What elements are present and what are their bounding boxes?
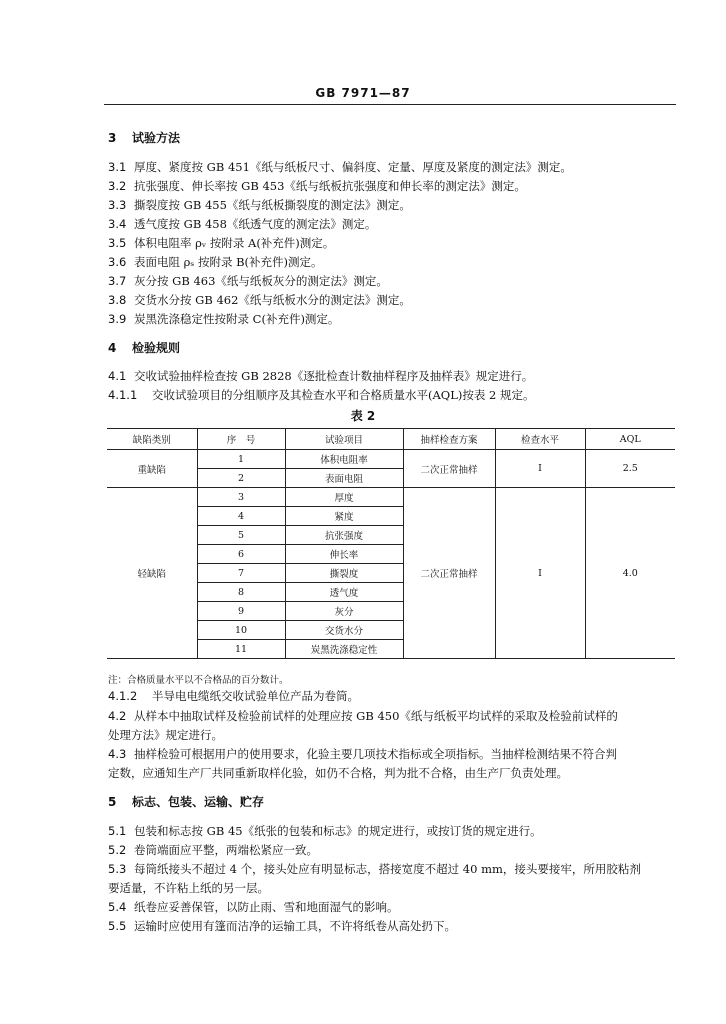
aql-minor: 4.0: [585, 488, 675, 659]
row-number: 3: [197, 488, 285, 507]
header-cell: 检查水平: [495, 429, 585, 450]
table-row: [107, 488, 675, 507]
clause-text: 包装和标志按 GB 45《纸张的包装和标志》的规定进行，或按订货的规定进行。: [134, 824, 542, 838]
clause-number: 3.2: [108, 179, 127, 193]
header-cell: 抽样检查方案: [403, 429, 495, 450]
row-number: 7: [197, 564, 285, 583]
clause-4-2: [108, 709, 673, 723]
test-item: 灰分: [285, 602, 403, 621]
clause-text: 交收试验抽样检查按 GB 2828《逐批检查计数抽样程序及抽样表》规定进行。: [134, 369, 534, 383]
test-item: 炭黑洗涤稳定性: [285, 640, 403, 659]
clause-number: 5.5: [108, 919, 127, 933]
inspection-level-major: Ⅰ: [495, 450, 585, 488]
section-number: 3: [108, 131, 117, 145]
clause-3-5: [108, 236, 673, 250]
test-item: 交货水分: [285, 621, 403, 640]
row-number: 6: [197, 545, 285, 564]
clause-text: 从样本中抽取试样及检验前试样的处理应按 GB 450《纸与纸板平均试样的采取及检验前试样的: [134, 709, 618, 723]
clause-3-7: [108, 274, 673, 288]
clause-text: 交货水分按 GB 462《纸与纸板水分的测定法》测定。: [134, 293, 411, 307]
section-5-heading: [108, 795, 673, 809]
clause-text: 定数，应通知生产厂共同重新取样化验，如仍不合格，判为批不合格，由生产厂负责处理。: [108, 766, 568, 780]
test-item: 紧度: [285, 507, 403, 526]
table-title: 表 2: [350, 409, 376, 423]
clause-number: 5.2: [108, 843, 127, 857]
clause-text: 厚度、紧度按 GB 451《纸与纸板尺寸、偏斜度、定量、厚度及紧度的测定法》测定。: [134, 160, 572, 174]
clause-4-1: [108, 369, 673, 383]
clause-4-1-1: [108, 388, 673, 402]
standard-number: GB 7971—87: [315, 86, 411, 100]
test-item: 伸长率: [285, 545, 403, 564]
clause-number: 4.1: [108, 369, 127, 383]
clause-text: 运输时应使用有篷而洁净的运输工具，不许将纸卷从高处扔下。: [134, 919, 456, 933]
table-header-row: [107, 429, 675, 450]
clause-text: 每筒纸接头不超过 4 个，接头处应有明显标志，搭接宽度不超过 40 mm，接头要接牢，所用胶粘剂: [134, 862, 641, 876]
row-number: 10: [197, 621, 285, 640]
row-number: 11: [197, 640, 285, 659]
clause-3-1: [108, 160, 673, 174]
clause-number: 3.4: [108, 217, 127, 231]
clause-number: 3.1: [108, 160, 127, 174]
clause-text: 炭黑洗涤稳定性按附录 C(补充件)测定。: [134, 312, 340, 326]
defect-category-major: 重缺陷: [107, 450, 197, 488]
test-item: 抗张强度: [285, 526, 403, 545]
test-item: 表面电阻: [285, 469, 403, 488]
clause-5-3: [108, 862, 673, 876]
clause-text: 交收试验项目的分组顺序及其检查水平和合格质量水平(AQL)按表 2 规定。: [152, 388, 535, 402]
section-title: 标志、包装、运输、贮存: [132, 795, 265, 809]
clause-text: 纸卷应妥善保管，以防止雨、雪和地面湿气的影响。: [134, 900, 399, 914]
clause-text: 要适量，不许粘上纸的另一层。: [108, 881, 269, 895]
clause-text: 抽样检验可根据用户的使用要求，化验主要几项技术指标或全项指标。当抽样检测结果不符合判: [134, 747, 617, 761]
table-row: [107, 450, 675, 469]
clause-number: 5.3: [108, 862, 127, 876]
header-cell: 试验项目: [285, 429, 403, 450]
clause-3-3: [108, 198, 673, 212]
clause-text: 透气度按 GB 458《纸透气度的测定法》测定。: [134, 217, 377, 231]
test-item: 厚度: [285, 488, 403, 507]
clause-text: 卷筒端面应平整，两端松紧应一致。: [134, 843, 318, 857]
clause-3-6: [108, 255, 673, 269]
header-cell: 缺陷类别: [107, 429, 197, 450]
section-title: 试验方法: [132, 131, 181, 145]
clause-number: 3.3: [108, 198, 127, 212]
clause-number: 3.5: [108, 236, 127, 250]
clause-number: 4.1.1: [108, 388, 138, 402]
test-item: 体积电阻率: [285, 450, 403, 469]
section-number: 5: [108, 795, 117, 809]
defect-category-minor: 轻缺陷: [107, 488, 197, 659]
header-rule: [104, 104, 676, 105]
clause-text: 表面电阻 ρₛ 按附录 B(补充件)测定。: [134, 255, 323, 269]
clause-4-3-cont: [108, 766, 673, 780]
section-3-heading: [108, 131, 673, 145]
sampling-plan-minor: 二次正常抽样: [403, 488, 495, 659]
clause-number: 3.9: [108, 312, 127, 326]
clause-number: 4.1.2: [108, 689, 138, 703]
clause-number: 4.2: [108, 709, 127, 723]
header-cell: 序 号: [197, 429, 285, 450]
row-number: 5: [197, 526, 285, 545]
clause-3-2: [108, 179, 673, 193]
clause-text: 体积电阻率 ρᵥ 按附录 A(补充件)测定。: [134, 236, 335, 250]
sampling-plan-major: 二次正常抽样: [403, 450, 495, 488]
clause-number: 3.8: [108, 293, 127, 307]
clause-5-2: [108, 843, 673, 857]
clause-number: 3.6: [108, 255, 127, 269]
clause-4-2-cont: [108, 728, 673, 742]
clause-number: 4.3: [108, 747, 127, 761]
inspection-level-minor: Ⅰ: [495, 488, 585, 659]
clause-number: 3.7: [108, 274, 127, 288]
table-note: 注：合格质量水平以不合格品的百分数计。: [108, 675, 289, 686]
clause-text: 抗张强度、伸长率按 GB 453《纸与纸板抗张强度和伸长率的测定法》测定。: [134, 179, 526, 193]
clause-5-4: [108, 900, 673, 914]
section-title: 检验规则: [132, 341, 181, 355]
header-cell: AQL: [585, 429, 675, 450]
clause-text: 处理方法》规定进行。: [108, 728, 223, 742]
clause-3-9: [108, 312, 673, 326]
clause-4-3: [108, 747, 673, 761]
clause-5-1: [108, 824, 673, 838]
row-number: 8: [197, 583, 285, 602]
section-number: 4: [108, 341, 117, 355]
row-number: 4: [197, 507, 285, 526]
clause-4-1-2: [108, 689, 673, 703]
section-4-heading: [108, 341, 673, 355]
clause-3-8: [108, 293, 673, 307]
row-number: 1: [197, 450, 285, 469]
clause-5-3-cont: [108, 881, 673, 895]
clause-text: 灰分按 GB 463《纸与纸板灰分的测定法》测定。: [134, 274, 388, 288]
clause-3-4: [108, 217, 673, 231]
row-number: 9: [197, 602, 285, 621]
inspection-table: [107, 428, 675, 659]
clause-text: 撕裂度按 GB 455《纸与纸板撕裂度的测定法》测定。: [134, 198, 411, 212]
row-number: 2: [197, 469, 285, 488]
clause-text: 半导电电缆纸交收试验单位产品为卷筒。: [152, 689, 359, 703]
clause-number: 5.4: [108, 900, 127, 914]
clause-5-5: [108, 919, 673, 933]
clause-number: 5.1: [108, 824, 127, 838]
test-item: 撕裂度: [285, 564, 403, 583]
test-item: 透气度: [285, 583, 403, 602]
aql-major: 2.5: [585, 450, 675, 488]
